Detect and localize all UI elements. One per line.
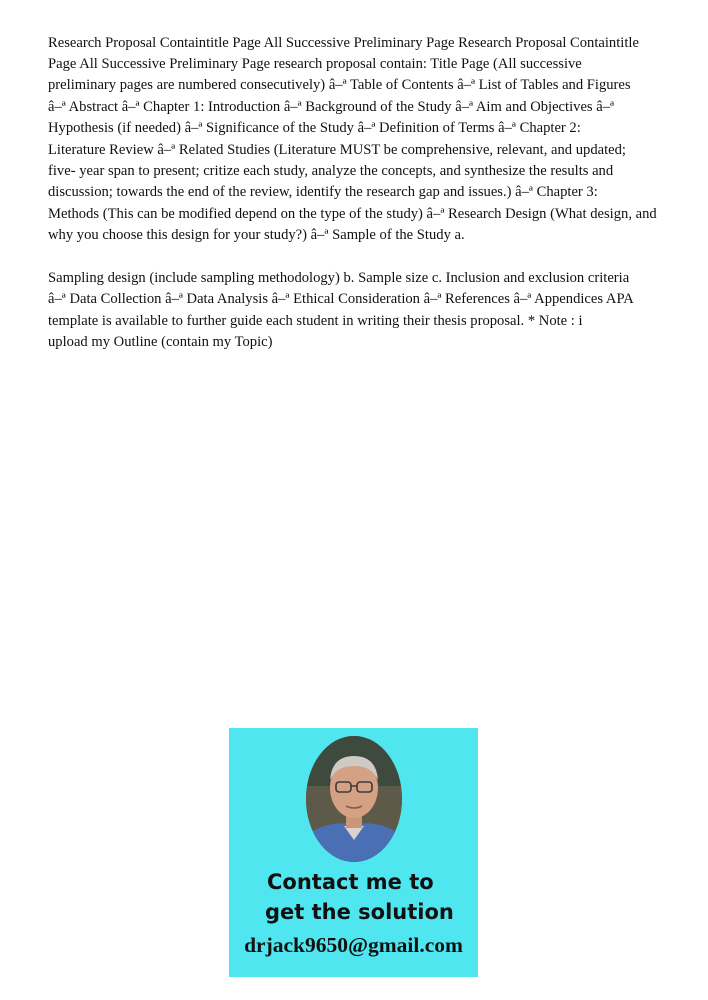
body-text-line: Literature Review â–ª Related Studies (Literature MUST be comprehensive, relevant, and updated;	[48, 142, 626, 158]
portrait-photo	[306, 736, 402, 862]
body-text-line: Hypothesis (if needed) â–ª Significance of the Study â–ª Definition of Terms â–ª Chapter 2:	[48, 120, 581, 136]
cta-line-1: Contact me to	[267, 870, 434, 894]
body-text-line: Sampling design (include sampling methodology) b. Sample size c. Inclusion and exclusion criteria	[48, 270, 630, 286]
body-text-line: discussion; towards the end of the review, identify the research gap and issues.) â–ª Chapter 3:	[48, 184, 598, 200]
body-text-line: Research Proposal Containtitle Page All Successive Preliminary Page Research Proposal Containtitle	[48, 35, 639, 51]
body-text-line: â–ª Abstract â–ª Chapter 1: Introduction â–ª Background of the Study â–ª Aim and Objectives â–ª	[48, 99, 615, 115]
contact-promo-banner[interactable]	[229, 728, 478, 977]
body-text-line: why you choose this design for your study?) â–ª Sample of the Study a.	[48, 227, 465, 243]
body-text-line: â–ª Data Collection â–ª Data Analysis â–ª Ethical Consideration â–ª References â–ª Appendices APA	[48, 291, 634, 307]
body-text-line: upload my Outline (contain my Topic)	[48, 334, 273, 350]
body-text-line: five- year span to present; critize each study, analyze the concepts, and synthesize the results and	[48, 163, 614, 179]
person-photo-icon	[306, 736, 402, 862]
body-text-line: Methods (This can be modified depend on the type of the study) â–ª Research Design (What design, and	[48, 206, 657, 222]
body-text-line: Page All Successive Preliminary Page research proposal contain: Title Page (All successive	[48, 56, 582, 72]
contact-email[interactable]: drjack9650@gmail.com	[244, 933, 463, 957]
body-text-line: preliminary pages are numbered consecutively) â–ª Table of Contents â–ª List of Tables and Figures	[48, 77, 631, 93]
cta-line-2: get the solution	[265, 900, 454, 924]
body-text-line: template is available to further guide each student in writing their thesis proposal. * Note : i	[48, 313, 583, 329]
